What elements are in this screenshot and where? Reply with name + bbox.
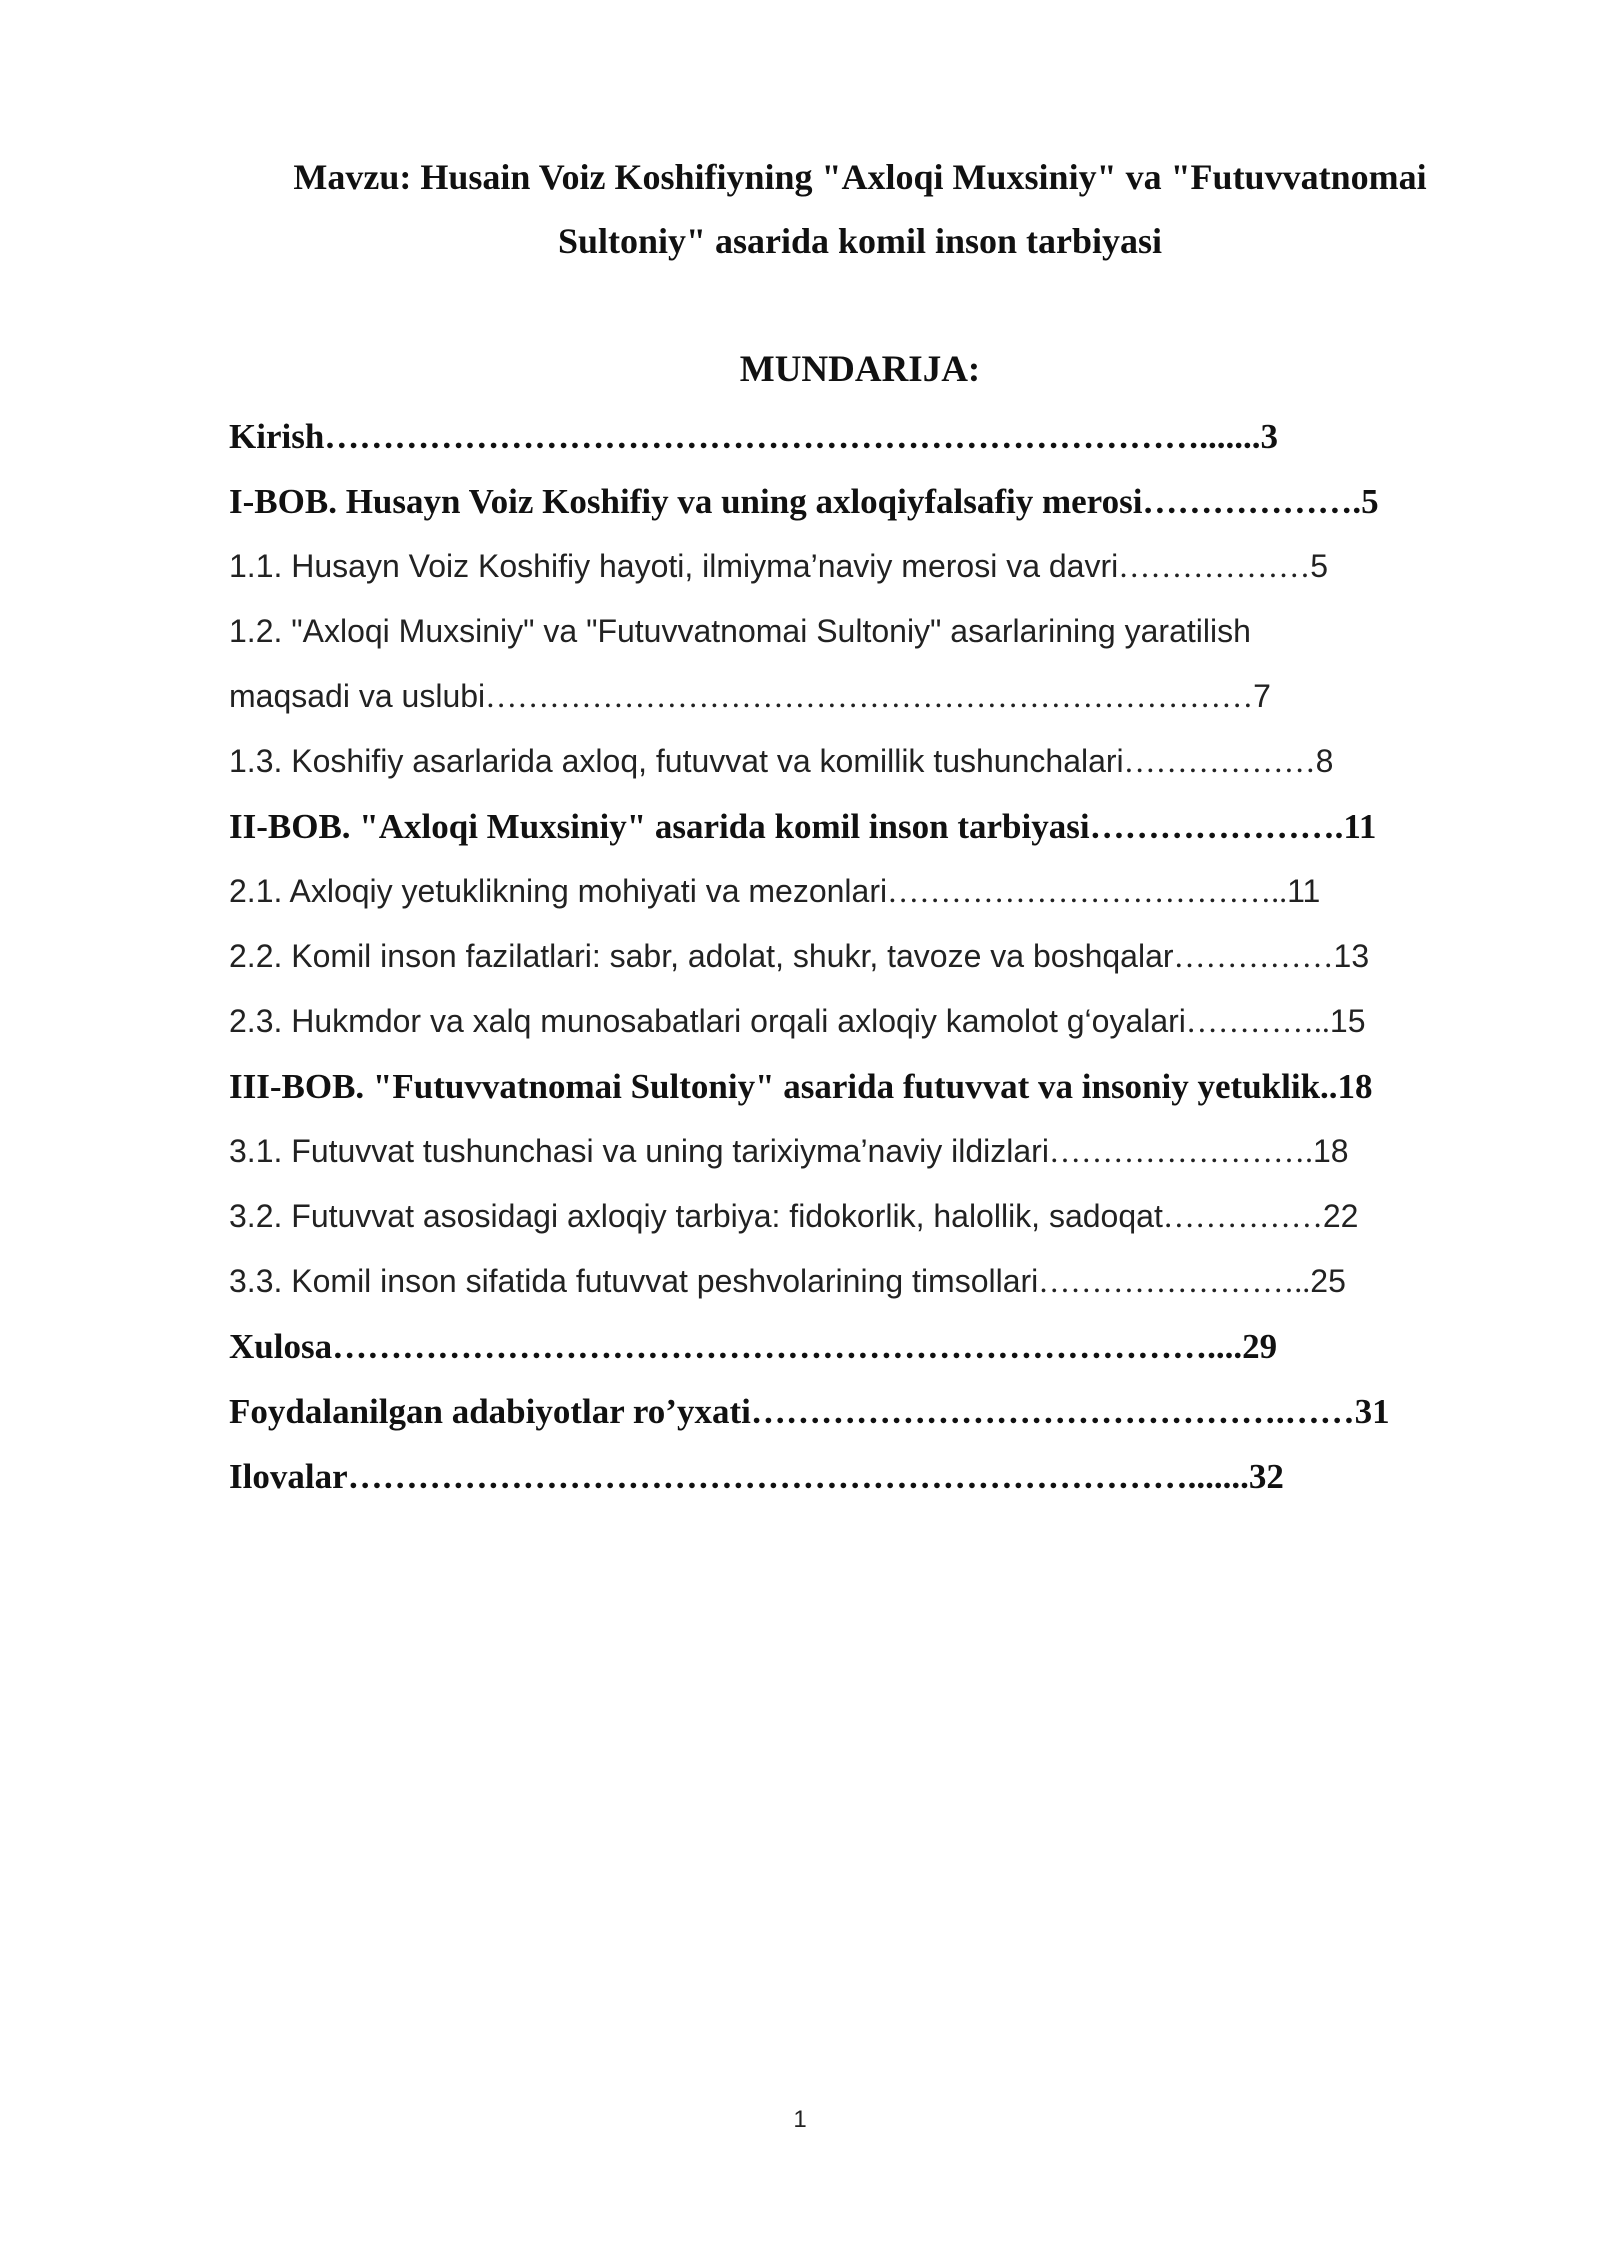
table-of-contents [229, 404, 1529, 1509]
toc-dot-leader: ………….. [1185, 1003, 1330, 1039]
toc-entry-text: 1.2. "Axloqi Muxsiniy" va "Futuvvatnomai Sultoniy" asarlarining yaratilish [229, 613, 1251, 649]
page-number: 1 [793, 2106, 807, 2133]
toc-dot-leader: …………………………………………………………………....... [324, 417, 1261, 456]
toc-page-number: 32 [1248, 1457, 1284, 1496]
toc-entry-section-2-1 [229, 859, 1529, 924]
toc-entry-text: 3.1. Futuvvat tushunchasi va uning tarixiyma’naviy ildizlari [229, 1133, 1049, 1169]
toc-entry-text: 2.3. Hukmdor va xalq munosabatlari orqali axloqiy kamolot g‘oyalari [229, 1003, 1186, 1039]
toc-entry-text: 3.2. Futuvvat asosidagi axloqiy tarbiya: fidokorlik, halollik, sadoqat [229, 1198, 1163, 1234]
toc-dot-leader: .. [1320, 1067, 1338, 1106]
toc-page-number: 22 [1322, 1198, 1359, 1234]
toc-entry-text: II-BOB. "Axloqi Muxsiniy" asarida komil inson tarbiyasi [229, 807, 1090, 846]
toc-entry-chapter-2 [229, 794, 1529, 859]
toc-entry-section-1-3 [229, 729, 1529, 794]
toc-entry-text: I-BOB. Husayn Voiz Koshifiy va uning axloqiyfalsafiy merosi [229, 482, 1143, 521]
toc-entry-text: Foydalanilgan adabiyotlar ro’yxati [229, 1392, 751, 1431]
toc-page-number: 11 [1287, 873, 1321, 909]
toc-entry-section-1-2-cont [229, 664, 1529, 729]
toc-dot-leader: ……………………………………………………………… [485, 678, 1254, 714]
toc-entry-section-1-2 [229, 599, 1529, 664]
document-title [200, 145, 1520, 273]
toc-dot-leader: ……………………………….. [887, 873, 1288, 909]
toc-entry-section-3-2 [229, 1184, 1529, 1249]
title-line-2: Sultoniy" asarida komil inson tarbiyasi [557, 221, 1163, 261]
toc-heading: MUNDARIJA: [739, 349, 981, 390]
toc-entry-xulosa [229, 1314, 1529, 1379]
toc-entry-text: Kirish [229, 417, 325, 456]
title-line-1: Mavzu: Husain Voiz Koshifiyning "Axloqi Muxsiniy" va "Futuvvatnomai [293, 157, 1427, 197]
toc-page-number: 29 [1242, 1327, 1278, 1366]
toc-entry-chapter-1 [229, 469, 1529, 534]
toc-page-number: 15 [1329, 1003, 1366, 1039]
toc-entry-text: maqsadi va uslubi [229, 678, 486, 714]
toc-page-number: 18 [1337, 1067, 1373, 1106]
toc-dot-leader: ………………………………………………………………….... [332, 1327, 1243, 1366]
toc-entry-section-2-2 [229, 924, 1529, 989]
toc-page-number: 5 [1310, 548, 1329, 584]
toc-page-number: 3 [1260, 417, 1279, 456]
toc-dot-leader: …………… [1173, 938, 1334, 974]
toc-page-number: 31 [1354, 1392, 1390, 1431]
toc-dot-leader: ………………. [1142, 482, 1362, 521]
toc-page-number: 13 [1333, 938, 1370, 974]
toc-entry-text: Xulosa [229, 1327, 333, 1366]
toc-entry-bibliography [229, 1379, 1529, 1444]
toc-page-number: 11 [1343, 807, 1377, 846]
toc-entry-text: 2.2. Komil inson fazilatlari: sabr, adolat, shukr, tavoze va boshqalar [229, 938, 1174, 974]
toc-entry-section-3-3 [229, 1249, 1529, 1314]
toc-page-number: 8 [1315, 743, 1334, 779]
toc-dot-leader: ……………………. [1048, 1133, 1313, 1169]
toc-entry-kirish [229, 404, 1529, 469]
toc-dot-leader: …………… [1162, 1198, 1323, 1234]
toc-dot-leader: …………………….. [1038, 1263, 1311, 1299]
toc-entry-text: 1.1. Husayn Voiz Koshifiy hayoti, ilmiyma’naviy merosi va davri [229, 548, 1119, 584]
toc-entry-section-2-3 [229, 989, 1529, 1054]
toc-entry-section-3-1 [229, 1119, 1529, 1184]
toc-page-number: 25 [1310, 1263, 1346, 1299]
toc-dot-leader: ………………………………………………………………....... [347, 1457, 1249, 1496]
toc-dot-leader: ……………………………………….…… [750, 1392, 1355, 1431]
toc-entry-text: 1.3. Koshifiy asarlarida axloq, futuvvat va komillik tushunchalari [229, 743, 1124, 779]
toc-dot-leader: ……………… [1123, 743, 1316, 779]
toc-page-number: 5 [1361, 482, 1379, 521]
toc-entry-section-1-1 [229, 534, 1529, 599]
toc-entry-chapter-3 [229, 1054, 1529, 1119]
toc-dot-leader: ……………… [1118, 548, 1311, 584]
toc-entry-text: Ilovalar [229, 1457, 348, 1496]
toc-entry-text: III-BOB. "Futuvvatnomai Sultoniy" asarida futuvvat va insoniy yetuklik [229, 1067, 1321, 1106]
toc-entry-text: 2.1. Axloqiy yetuklikning mohiyati va mezonlari [229, 873, 888, 909]
toc-page-number: 7 [1253, 678, 1271, 714]
toc-page-number: 18 [1312, 1133, 1349, 1169]
toc-dot-leader: …………………. [1089, 807, 1344, 846]
toc-entry-appendices [229, 1444, 1529, 1509]
toc-entry-text: 3.3. Komil inson sifatida futuvvat peshvolarining timsollari [229, 1263, 1039, 1299]
